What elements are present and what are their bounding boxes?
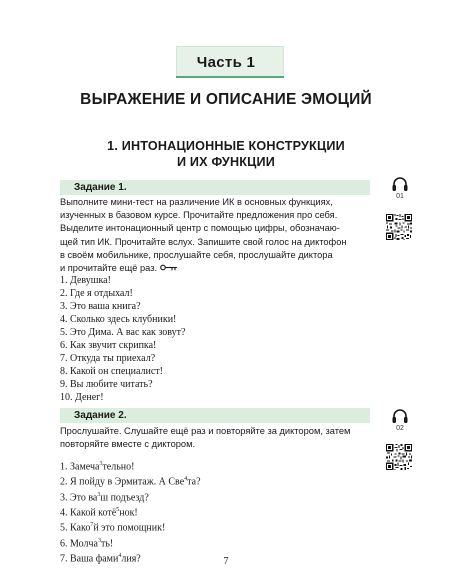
part-title: Часть 1 [196, 54, 256, 71]
task1-instruction-line: Выполните мини-тест на различение ИК в основных функциях, [60, 197, 333, 207]
list-item: 6. Молча$^3$ть! [60, 537, 114, 549]
list-item: 6. Как звучит скрипка! [60, 340, 157, 351]
list-item: 9. Вы любите читать? [60, 379, 153, 390]
task1-instruction-text: и прочитайте ещё раз. [60, 263, 158, 274]
list-item: 3. Это $ва^3ш$ подъезд? [60, 491, 149, 503]
task2-instruction [60, 425, 366, 451]
list-item: 5. Это Дима. А вас как зовут? [60, 327, 186, 338]
key-icon [160, 263, 178, 274]
task1-instruction-line: изученных в базовом курсе. Прочитайте предложения про себя. [60, 210, 338, 221]
task1-label: Задание 1. [74, 182, 127, 193]
list-item: 4. Какой котё$^5$нок! [60, 506, 138, 519]
qr-code[interactable] [386, 214, 412, 240]
headphones-icon [391, 176, 409, 192]
task1-instruction-line: Выделите интонационный центр с помощью цифры, обозначаю- [60, 223, 340, 234]
list-item: 1. Замеча$^3$тельно! [60, 461, 135, 473]
list-item: 7. Ваша фами$^4$лия? [60, 552, 141, 565]
list-item: 4. Сколько здесь клубники! [60, 314, 177, 325]
headphones-icon [391, 408, 409, 424]
list-item: 8. Какой он специалист! [60, 366, 163, 377]
task2-instruction-line: повторяйте вместе с диктором. [60, 439, 196, 450]
list-item: 2. Где я отдыхал! [60, 288, 133, 299]
section-title [0, 138, 452, 170]
list-item: 10. Денег! [60, 392, 104, 403]
task1-instruction-line: щей тип ИК. Прочитайте вслух. Запишите свой голос на диктофон [60, 236, 347, 247]
task2-label: Задание 2. [74, 410, 127, 421]
section-title-line2: И ИХ ФУНКЦИИ [176, 155, 276, 169]
task1-header [60, 180, 370, 195]
list-item: 3. Это ваша книга? [60, 301, 141, 312]
task1-audio[interactable] [388, 176, 412, 201]
audio-track-number: 02 [396, 425, 404, 432]
list-item: 5. Како$^7$й это помощник! [60, 522, 166, 534]
page-number: 7 [223, 556, 229, 567]
part-underline [176, 76, 284, 78]
task1-instruction-line: в своём мобильнике, прослушайте себя, прослушайте диктора [60, 249, 333, 260]
task2-instruction-line: Прослушайте. Слушайте ещё раз и повторяйте за диктором, затем [60, 426, 351, 436]
task2-items [60, 458, 201, 565]
task2-audio[interactable] [388, 408, 412, 433]
task1-items [60, 274, 185, 404]
list-item: 2. Я пойду в Эрмитаж. А Све$^4$та? [60, 476, 201, 488]
qr-code[interactable] [386, 444, 412, 470]
list-item: 7. Откуда ты приехал? [60, 353, 156, 364]
list-item: 1. Девушка! [60, 275, 111, 286]
task1-instruction [60, 196, 366, 275]
audio-track-number: 01 [396, 193, 404, 200]
chapter-title: ВЫРАЖЕНИЕ И ОПИСАНИЕ ЭМОЦИЙ [80, 91, 372, 108]
task2-header [60, 408, 370, 423]
section-title-line1: 1. ИНТОНАЦИОННЫЕ КОНСТРУКЦИИ [107, 139, 345, 153]
